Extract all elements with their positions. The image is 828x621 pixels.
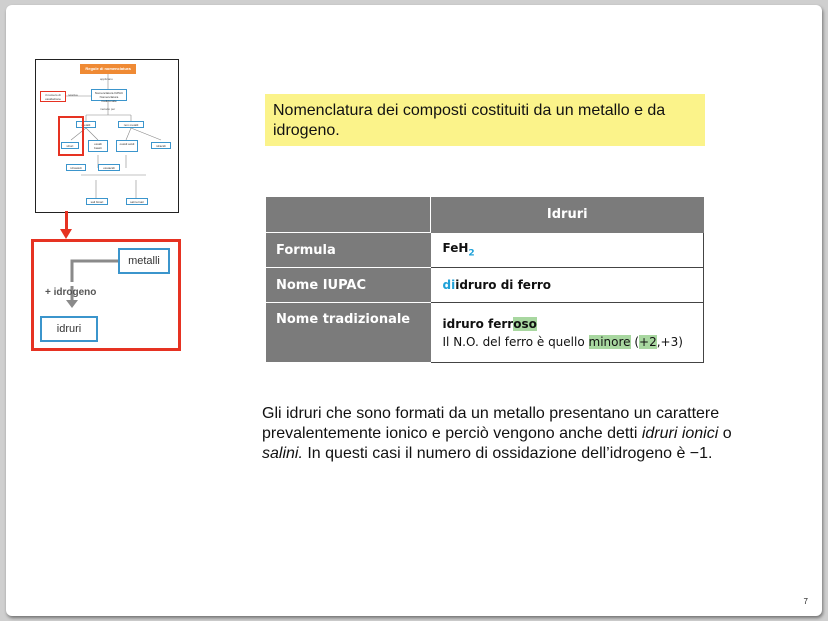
table-row [266,233,704,268]
thumb-red-highlight [58,116,84,156]
thumb-label-applicano: applicano [100,77,113,81]
para-italic1: idruri ionici [641,425,719,442]
note-minore: minore [588,335,631,350]
row-label-tradizionale: Nome tradizionale [266,303,431,363]
note-plus2: +2 [639,335,657,350]
zoom-label-idrogeno: + idrogeno [45,287,97,298]
thumb-box-ossidi-acidi: ossidi acidi [116,140,138,152]
thumb-label-metodo: metodo per [100,107,116,111]
row-value-iupac [431,268,704,303]
thumb-label-relativa: relativa [68,93,78,97]
page-number: 7 [803,597,808,606]
slide [6,5,822,616]
table-row [266,268,704,303]
concept-map-thumbnail [35,59,179,213]
body-paragraph [262,404,732,464]
para-part1: Gli idruri che sono formati da un metallo presentano un carattere prevalentemente ionico e perciò vengono anche detti [262,405,720,442]
yellow-callout: Nomenclatura dei composti costituiti da un metallo e da idrogeno. [265,94,705,146]
para-italic2: salini. [262,445,303,462]
row-value-tradizionale [431,303,704,363]
thumb-title: Regole di nomenclatura [80,64,136,74]
row-label-iupac: Nome IUPAC [266,268,431,303]
note-open: ( [630,335,640,350]
row-value-formula [431,233,704,268]
table-row [266,303,704,363]
thumb-box-sali-ternari: sali ternari [126,198,148,205]
idruri-table [266,197,704,363]
row-label-formula: Formula [266,233,431,268]
thumb-box-idracidi: idracidi [151,142,171,149]
note-pre: Il N.O. del ferro è quello [442,335,589,350]
thumb-box-metalli: metalli [76,121,96,128]
para-part3: In questi casi il numero di ossidazione dell’idrogeno è −1. [302,445,713,462]
formula-subscript: 2 [468,248,475,259]
table-header-idruri: Idruri [431,197,704,233]
zoom-detail [31,239,181,351]
trad-suffix: oso [513,317,537,332]
trad-base: idruro ferr [442,317,514,332]
para-part2: o [718,425,732,442]
thumb-box-ossiacidi: ossiacidi [98,164,120,171]
thumb-box-sali-binari: sali binari [86,198,108,205]
zoom-arrow-icon [60,229,72,239]
note-rest: ,+3) [656,335,683,350]
iupac-rest: idruro di ferro [455,278,552,292]
table-header-empty [266,197,431,233]
formula-main: FeH [442,241,469,256]
thumb-box-non-metalli: non metalli [118,121,144,128]
zoom-box-metalli: metalli [118,248,170,274]
thumb-box-idrossidi: idrossidi [66,164,86,171]
iupac-prefix: di [442,278,456,292]
zoom-arrow-line [65,211,68,231]
thumb-box-idruri: idruri [61,142,79,149]
thumb-box-ossidi-basici: ossidi basici [88,140,108,152]
thumb-box-numero-ossidazione: il numero di ossidazione [40,91,66,102]
thumb-box-nomenclatura: Nomenclatura IUPAC Nomenclatura tradizionale [91,89,127,101]
zoom-box-idruri: idruri [40,316,98,342]
